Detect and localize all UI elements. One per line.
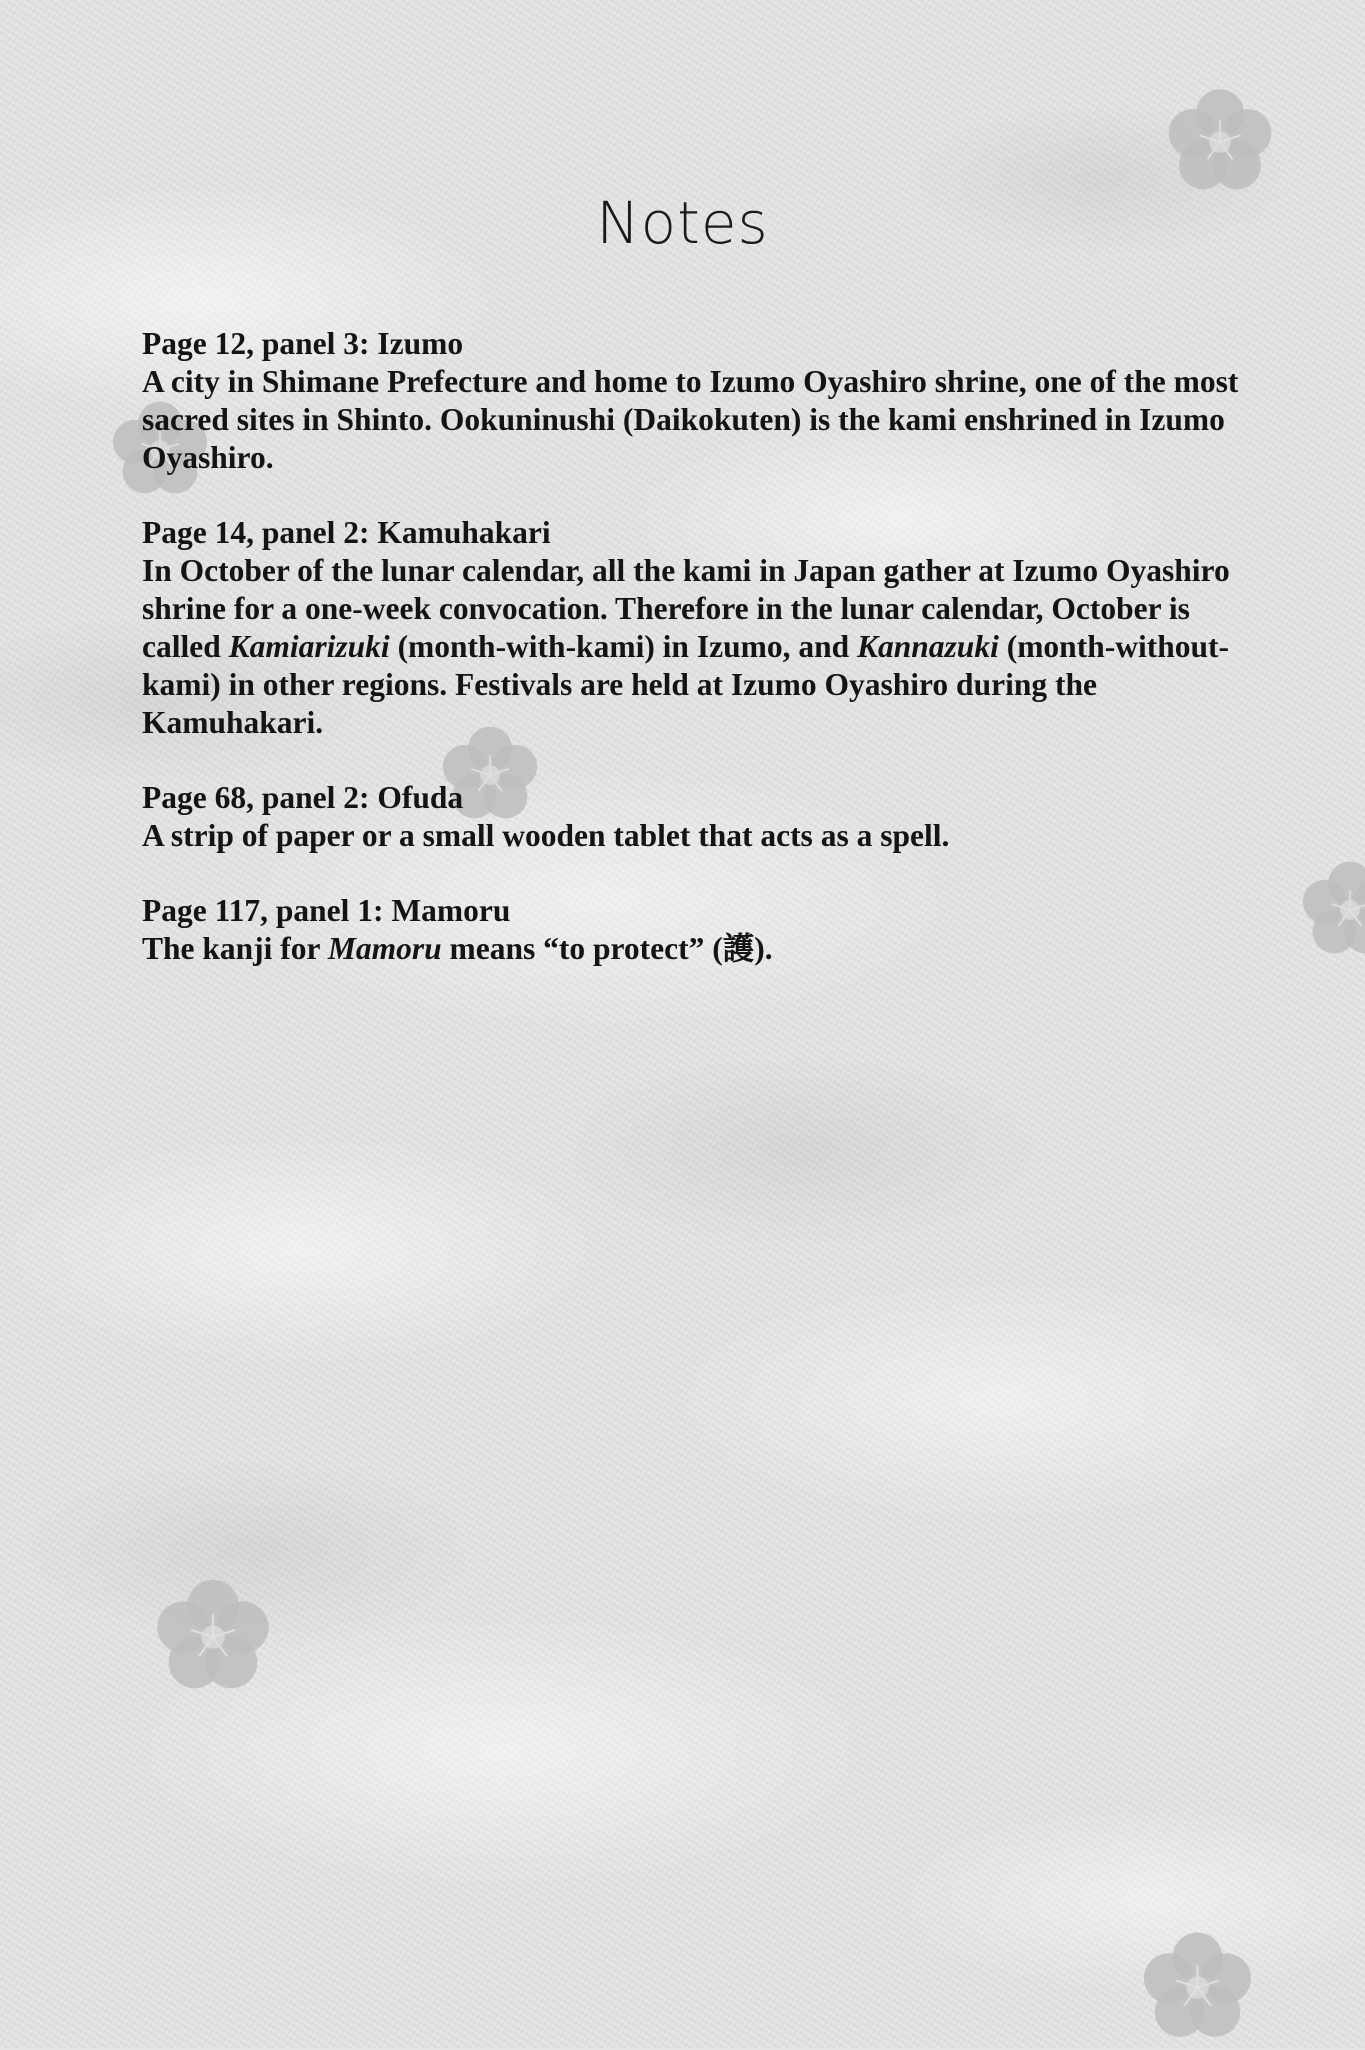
note-text: A strip of paper or a small wooden tablet that acts as a spell.: [142, 818, 950, 853]
note-text: In October of the lunar calendar, all the kami in Japan gather at Izumo Oyashiro shrine for a one-week convocation. Therefore in the lunar calendar, October is called: [142, 553, 1230, 664]
note-text: (month-without-kami) in other regions. Festivals are held at Izumo Oyashiro during the Kamuhakari.: [142, 629, 1229, 740]
note-body: [142, 930, 1252, 968]
note-item: [142, 779, 1252, 855]
note-heading: Page 117, panel 1: Mamoru: [142, 893, 511, 928]
note-text: A city in Shimane Prefecture and home to Izumo Oyashiro shrine, one of the most sacred sites in Shinto. Ookuninushi (Daikokuten) is the kami enshrined in Izumo Oyashiro.: [142, 364, 1239, 475]
note-text: (month-with-kami) in Izumo, and: [389, 629, 857, 664]
note-term: Mamoru: [327, 931, 442, 966]
note-text: The kanji for: [142, 931, 328, 966]
note-term: Kamiarizuki: [228, 629, 390, 664]
note-body: [142, 552, 1252, 742]
note-heading: Page 68, panel 2: Ofuda: [142, 780, 464, 815]
note-heading: Page 14, panel 2: Kamuhakari: [142, 515, 551, 550]
note-text: means “to protect” (護).: [441, 931, 773, 966]
note-heading: Page 12, panel 3: Izumo: [142, 326, 464, 361]
plum-blossom-icon: [1160, 82, 1280, 202]
note-item: [142, 514, 1252, 742]
page-title: Notes: [596, 189, 769, 257]
note-body: [142, 817, 1252, 855]
note-term: Kannazuki: [857, 629, 999, 664]
note-item: [142, 325, 1252, 477]
note-item: [142, 892, 1252, 968]
note-body: [142, 363, 1252, 477]
plum-blossom-icon: [1135, 1925, 1260, 2050]
notes-list: [142, 325, 1252, 1005]
plum-blossom-icon: [1295, 855, 1365, 965]
plum-blossom-icon: [148, 1572, 278, 1702]
